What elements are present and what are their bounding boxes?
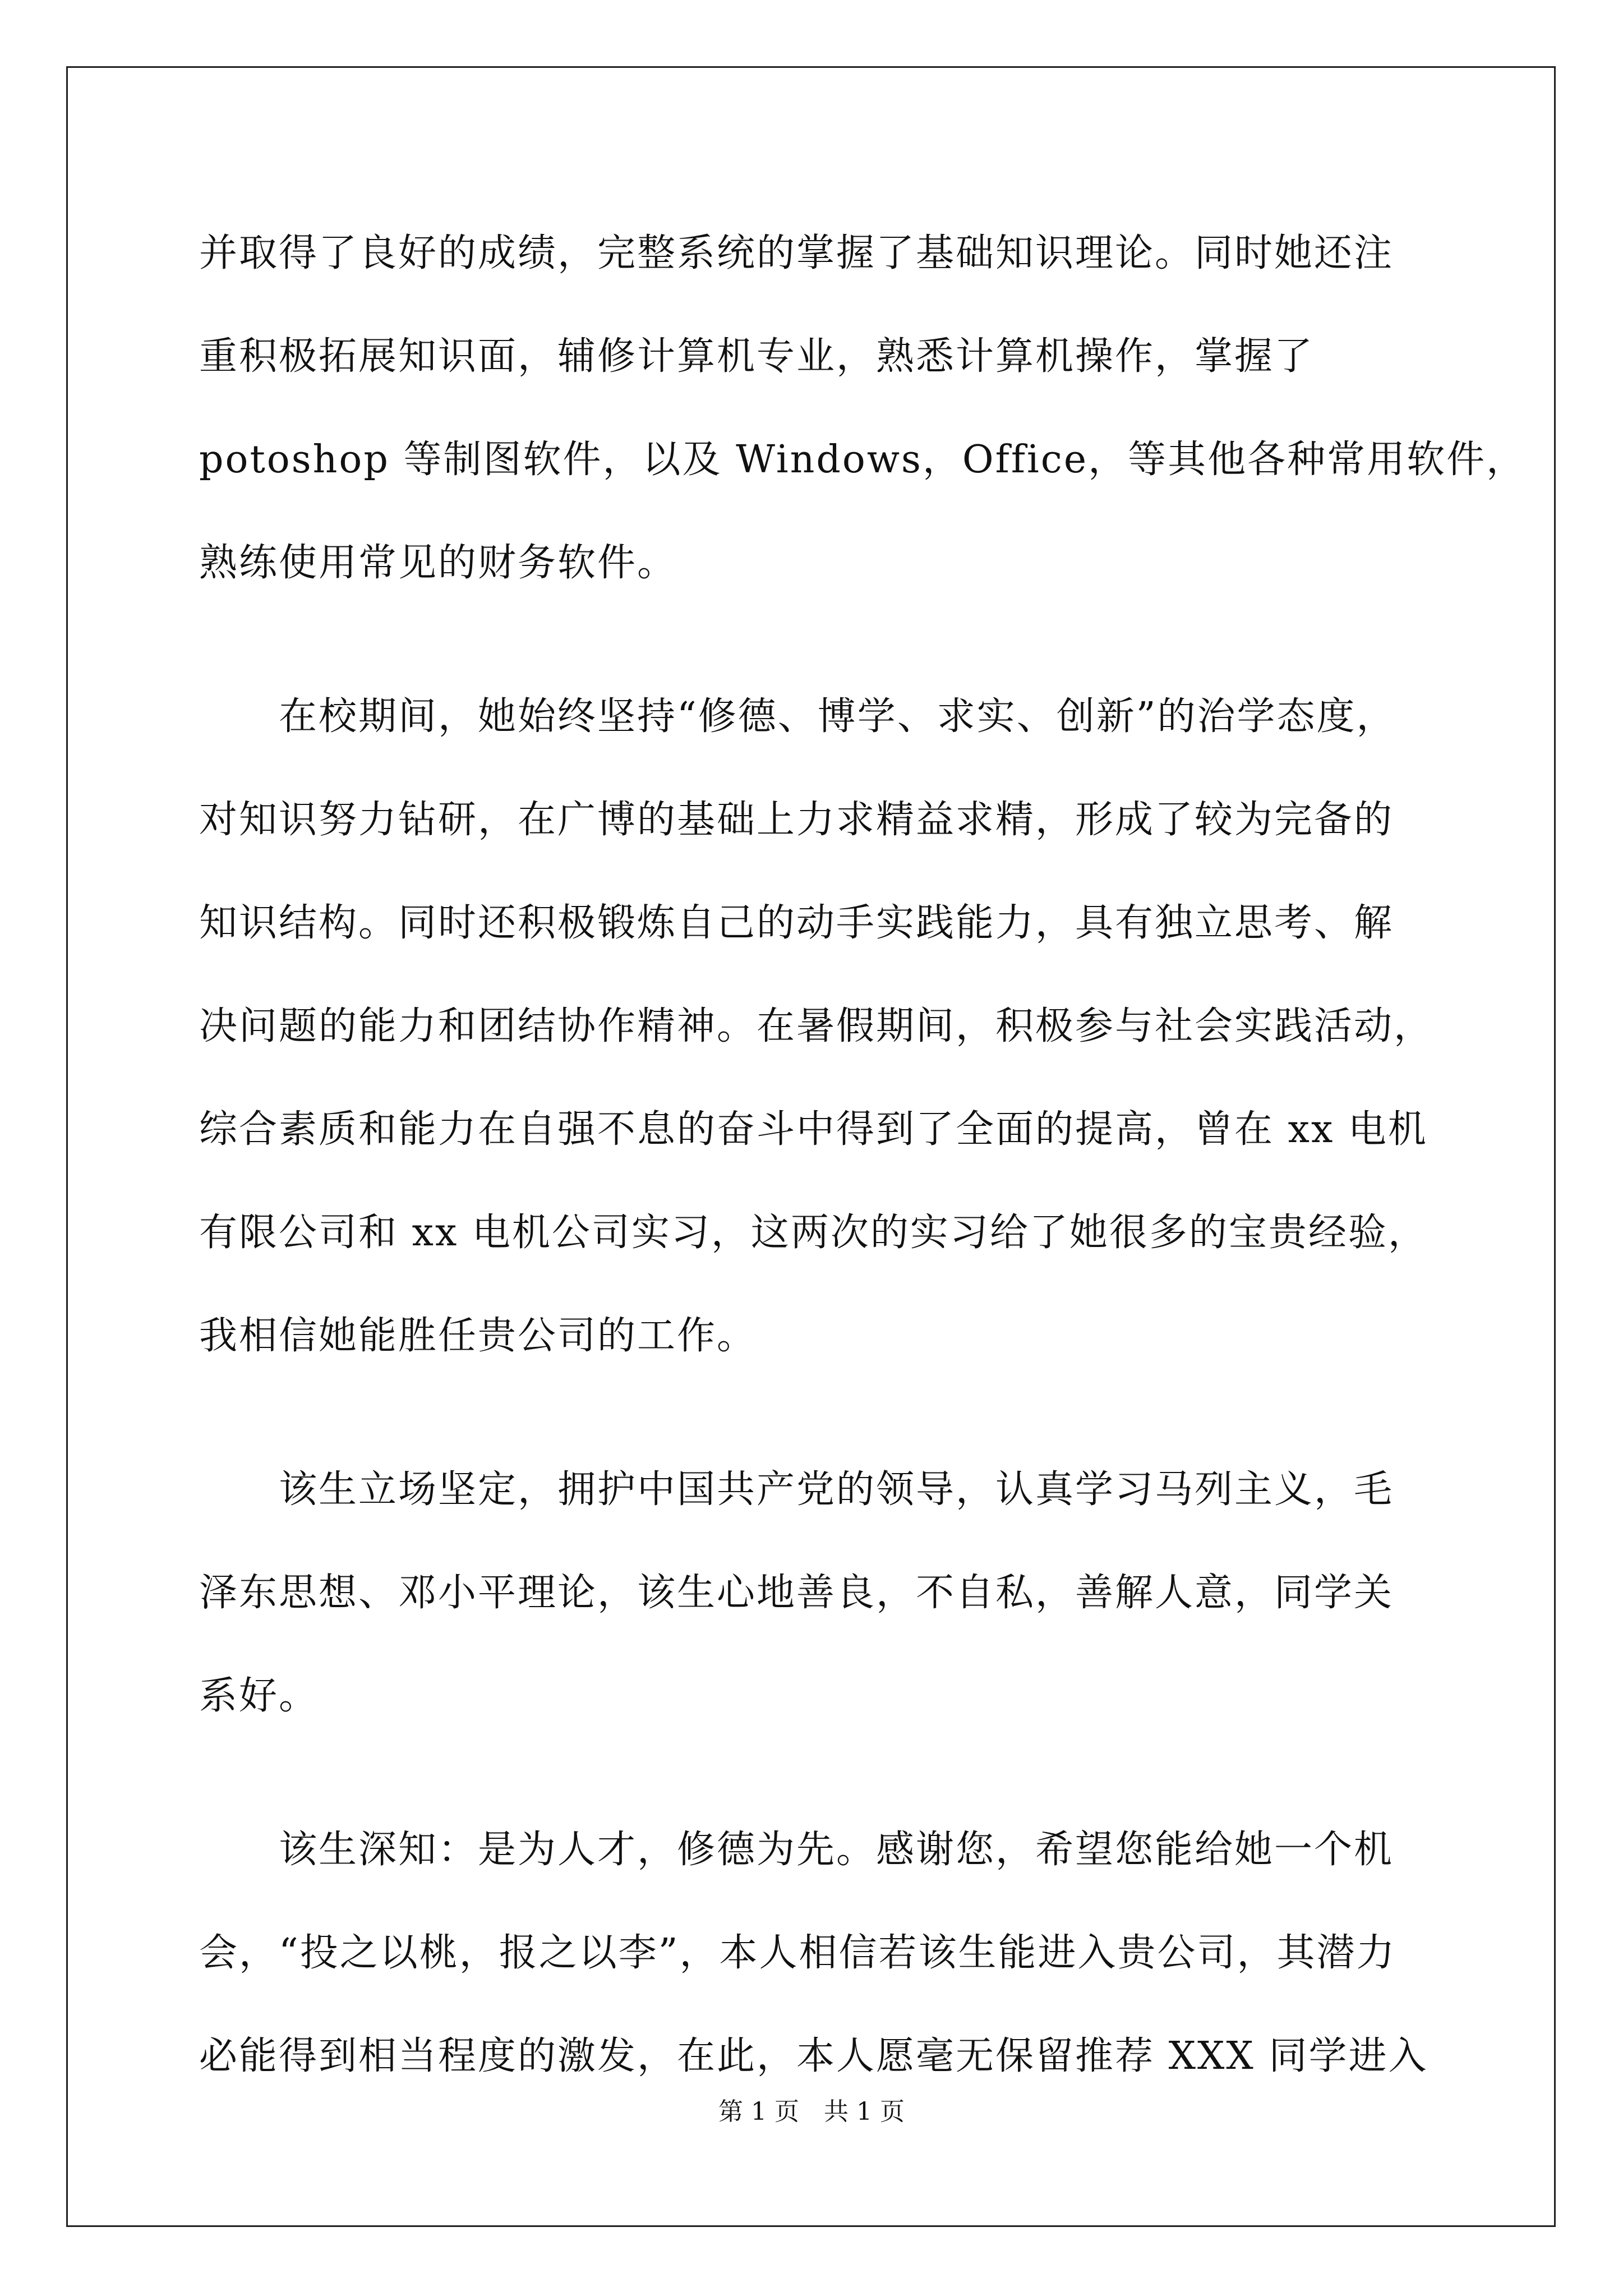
text-line: 熟练使用常见的财务软件。 [199,541,677,585]
text-line: 综合素质和能力在自强不息的奋斗中得到了全面的提高，曾在 xx 电机 [199,1107,1428,1152]
paragraph [199,1798,1433,2108]
text-line: 决问题的能力和团结协作精神。在暑假期间，积极参与社会实践活动， [199,1004,1434,1048]
text-line: 必能得到相当程度的激发，在此，本人愿毫无保留推荐 XXX 同学进入 [199,2034,1428,2078]
text-line: 重积极拓展知识面，辅修计算机专业，熟悉计算机操作，掌握了 [199,334,1315,379]
text-line: potoshop 等制图软件，以及 Windows，Office，等其他各种常用软件， [199,438,1527,482]
text-line: 该生深知：是为人才，修德为先。感谢您，希望您能给她一个机 [199,1828,1394,1872]
text-line: 在校期间，她始终坚持“修德、博学、求实、创新”的治学态度， [199,694,1396,739]
paragraph [199,1438,1433,1748]
page-footer [0,2095,1623,2129]
text-line: 泽东思想、邓小平理论，该生心地善良，不自私，善解人意，同学关 [199,1571,1394,1615]
text-line: 有限公司和 xx 电机公司实习，这两次的实习给了她很多的宝贵经验， [199,1211,1428,1255]
text-line: 对知识努力钻研，在广博的基础上力求精益求精，形成了较为完备的 [199,798,1394,842]
text-line: 该生立场坚定，拥护中国共产党的领导，认真学习马列主义，毛 [199,1467,1394,1512]
text-line: 系好。 [199,1674,319,1718]
text-line: 我相信她能胜任贵公司的工作。 [199,1314,757,1358]
page-number: 第 1 页 共 1 页 [718,2097,905,2126]
paragraph [199,202,1527,615]
document-body [199,202,1527,2108]
text-line: 知识结构。同时还积极锻炼自己的动手实践能力，具有独立思考、解 [199,901,1394,945]
text-line: 并取得了良好的成绩，完整系统的掌握了基础知识理论。同时她还注 [199,231,1394,275]
text-line: 会，“投之以桃，报之以李”，本人相信若该生能进入贵公司，其潜力 [199,1931,1396,1975]
paragraph [199,665,1433,1388]
